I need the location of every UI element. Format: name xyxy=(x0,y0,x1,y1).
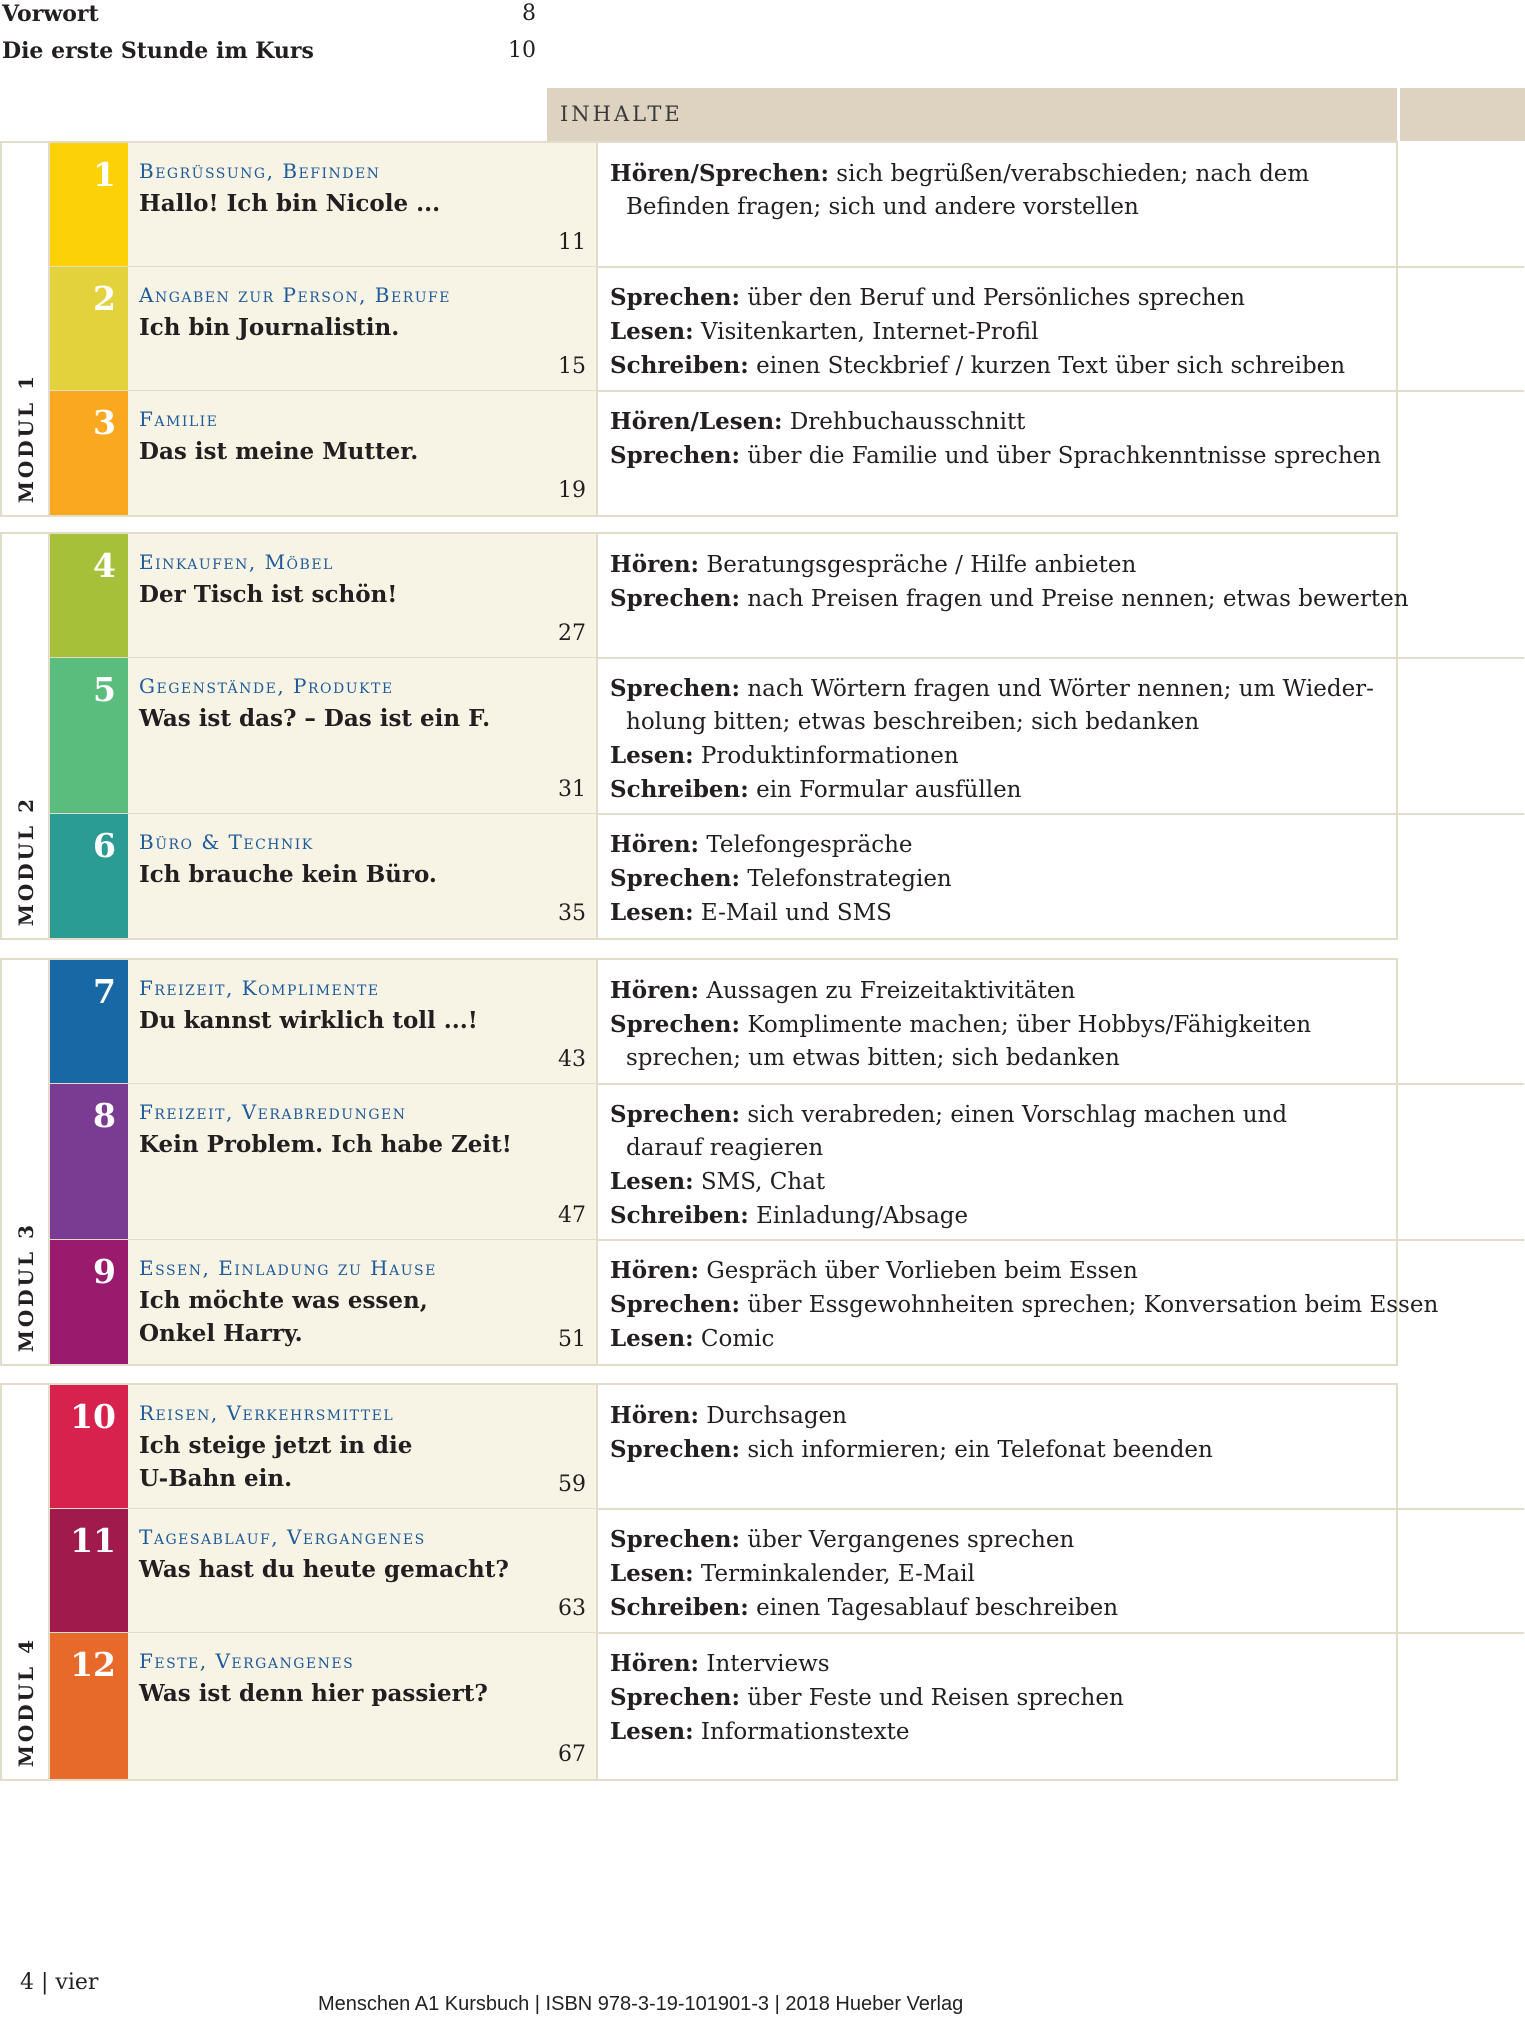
lesson-number: 10 xyxy=(70,1397,116,1436)
skill-text: Gespräch über Vorlieben beim Essen xyxy=(706,1258,1138,1284)
lesson-content xyxy=(610,548,1440,616)
content-line xyxy=(610,1288,1440,1322)
content-line xyxy=(610,439,1440,473)
lesson-title-cell xyxy=(128,391,596,515)
lesson-number: 5 xyxy=(93,670,116,709)
lesson-content xyxy=(610,281,1440,383)
skill-label: Schreiben: xyxy=(610,352,749,379)
skill-text: über Feste und Reisen sprechen xyxy=(747,1685,1124,1711)
content-line xyxy=(610,1132,1440,1165)
lesson-title: Ich möchte was essen, Onkel Harry. xyxy=(139,1287,428,1347)
skill-label: Lesen: xyxy=(610,318,694,345)
content-line xyxy=(610,773,1440,807)
lesson-title-cell xyxy=(128,534,596,658)
lesson-page: 51 xyxy=(558,1327,586,1352)
lesson-content xyxy=(610,672,1440,807)
skill-text: nach Wörtern fragen und Wörter nennen; um Wieder- xyxy=(747,676,1374,702)
lesson-row xyxy=(50,1633,1396,1779)
content-line xyxy=(610,1681,1440,1715)
skill-label: Sprechen: xyxy=(610,1291,741,1318)
lesson-page: 43 xyxy=(558,1047,586,1072)
content-line xyxy=(610,1042,1440,1075)
cell-divider xyxy=(596,143,598,267)
module-block xyxy=(0,958,1525,1366)
lesson-title-cell xyxy=(128,960,596,1084)
skill-label: Sprechen: xyxy=(610,1101,741,1128)
module-label: MODUL 4 xyxy=(14,1636,38,1767)
skill-text: Informationstexte xyxy=(700,1719,910,1745)
content-line xyxy=(610,739,1440,773)
lesson-title-cell xyxy=(128,1084,596,1240)
skill-label: Lesen: xyxy=(610,1718,694,1745)
skill-label: Hören/Lesen: xyxy=(610,408,783,435)
lesson-title: Der Tisch ist schön! xyxy=(139,581,398,608)
content-line xyxy=(610,1008,1440,1042)
lesson-title-cell xyxy=(128,267,596,391)
lesson-topic: Gegenstände, Produkte xyxy=(139,674,394,698)
lesson-topic: Angaben zur Person, Berufe xyxy=(139,283,451,307)
lesson-topic: Freizeit, Komplimente xyxy=(139,976,380,1000)
lesson-page: 47 xyxy=(558,1203,586,1228)
lesson-title: Was ist denn hier passiert? xyxy=(139,1680,488,1707)
lesson-title: Das ist meine Mutter. xyxy=(139,438,419,465)
skill-text: über den Beruf und Persönliches sprechen xyxy=(747,285,1245,311)
skill-text: Telefonstrategien xyxy=(747,866,952,892)
skill-label: Sprechen: xyxy=(610,675,741,702)
lesson-row xyxy=(50,391,1396,515)
skill-label: Lesen: xyxy=(610,1325,694,1352)
skill-label: Hören: xyxy=(610,831,700,858)
module-side xyxy=(2,1385,48,1779)
lesson-page: 15 xyxy=(558,354,586,379)
skill-text: holung bitten; etwas beschreiben; sich bedanken xyxy=(626,709,1200,735)
lesson-title-cell xyxy=(128,1240,596,1364)
lesson-number: 6 xyxy=(93,826,116,865)
skill-label: Hören/Sprechen: xyxy=(610,160,829,187)
lesson-row xyxy=(50,658,1396,814)
cell-divider xyxy=(596,1385,598,1509)
cell-divider xyxy=(596,391,598,515)
lesson-page: 27 xyxy=(558,621,586,646)
footer-credit: Menschen A1 Kursbuch | ISBN 978-3-19-101901-3 | 2018 Hueber Verlag xyxy=(318,1993,964,2015)
lesson-row xyxy=(50,1509,1396,1633)
content-line xyxy=(610,1322,1440,1356)
skill-text: über Essgewohnheiten sprechen; Konversation beim Essen xyxy=(747,1292,1439,1318)
module-side xyxy=(2,143,48,515)
module-block xyxy=(0,141,1525,517)
content-line xyxy=(610,974,1440,1008)
skill-text: Komplimente machen; über Hobbys/Fähigkeiten xyxy=(747,1012,1312,1038)
cell-divider xyxy=(596,1240,598,1364)
header-label: INHALTE xyxy=(560,102,683,126)
lesson-title: Ich bin Journalistin. xyxy=(139,314,400,341)
lesson-row xyxy=(50,1240,1439,1364)
cell-divider xyxy=(596,814,598,938)
prelim-erste-stunde xyxy=(2,37,536,65)
content-line xyxy=(610,1557,1440,1591)
skill-text: Einladung/Absage xyxy=(756,1203,969,1229)
lesson-title-cell xyxy=(128,143,596,267)
skill-label: Hören: xyxy=(610,1402,700,1429)
skill-text: sprechen; um etwas bitten; sich bedanken xyxy=(626,1045,1120,1071)
module-label: MODUL 2 xyxy=(14,795,38,926)
lesson-page: 35 xyxy=(558,901,586,926)
lesson-title: Ich brauche kein Büro. xyxy=(139,861,437,888)
module-block xyxy=(0,1383,1525,1781)
lesson-topic: Essen, Einladung zu Hause xyxy=(139,1256,437,1280)
skill-label: Sprechen: xyxy=(610,284,741,311)
skill-text: über Vergangenes sprechen xyxy=(747,1527,1075,1553)
lesson-row xyxy=(50,143,1396,267)
skill-label: Sprechen: xyxy=(610,1526,741,1553)
content-line xyxy=(610,157,1440,191)
lesson-number: 2 xyxy=(93,279,116,318)
skill-label: Sprechen: xyxy=(610,442,741,469)
lesson-page: 11 xyxy=(558,230,586,255)
skill-text: Beratungsgespräche / Hilfe anbieten xyxy=(706,552,1137,578)
content-line xyxy=(610,672,1440,706)
content-line xyxy=(610,1591,1440,1625)
skill-label: Sprechen: xyxy=(610,1436,741,1463)
skill-text: Terminkalender, E-Mail xyxy=(700,1561,975,1587)
skill-text: sich informieren; ein Telefonat beenden xyxy=(747,1437,1213,1463)
lesson-title: Was hast du heute gemacht? xyxy=(139,1556,509,1583)
skill-text: darauf reagieren xyxy=(626,1135,824,1161)
content-line xyxy=(610,1165,1440,1199)
lesson-content xyxy=(610,157,1440,224)
skill-label: Lesen: xyxy=(610,1168,694,1195)
content-line xyxy=(610,1399,1440,1433)
content-line xyxy=(610,281,1440,315)
lesson-row xyxy=(50,1084,1396,1240)
content-line xyxy=(610,1433,1440,1467)
lesson-content xyxy=(610,405,1440,473)
content-line xyxy=(610,1523,1440,1557)
skill-text: sich begrüßen/verabschieden; nach dem xyxy=(836,161,1310,187)
content-line xyxy=(610,1098,1440,1132)
lesson-number: 7 xyxy=(93,972,116,1011)
skill-label: Schreiben: xyxy=(610,776,749,803)
lesson-number: 3 xyxy=(93,403,116,442)
lesson-topic: Feste, Vergangenes xyxy=(139,1649,355,1673)
skill-text: Telefongespräche xyxy=(706,832,913,858)
lesson-content xyxy=(610,1098,1440,1233)
lesson-content xyxy=(610,1399,1440,1467)
lesson-topic: Einkaufen, Möbel xyxy=(139,550,334,574)
cell-divider xyxy=(596,1509,598,1633)
lesson-content xyxy=(610,1254,1440,1356)
content-line xyxy=(610,582,1440,616)
prelim-label: Die erste Stunde im Kurs xyxy=(2,38,314,64)
skill-label: Hören: xyxy=(610,1257,700,1284)
skill-text: nach Preisen fragen und Preise nennen; etwas bewerten xyxy=(747,586,1409,612)
header-band-right xyxy=(1400,88,1525,141)
lesson-title: Hallo! Ich bin Nicole ... xyxy=(139,190,441,217)
cell-divider xyxy=(596,658,598,814)
skill-text: Befinden fragen; sich und andere vorstellen xyxy=(626,194,1139,220)
lesson-content xyxy=(610,974,1440,1075)
lesson-topic: Büro & Technik xyxy=(139,830,314,854)
lesson-title-cell xyxy=(128,1633,596,1779)
skill-label: Sprechen: xyxy=(610,1011,741,1038)
skill-text: E-Mail und SMS xyxy=(700,900,892,926)
lesson-number: 8 xyxy=(93,1096,116,1135)
skill-label: Sprechen: xyxy=(610,1684,741,1711)
content-line xyxy=(610,349,1440,383)
lesson-topic: Familie xyxy=(139,407,219,431)
lesson-number: 9 xyxy=(93,1252,116,1291)
module-block xyxy=(0,532,1525,940)
skill-label: Hören: xyxy=(610,551,700,578)
skill-text: Produktinformationen xyxy=(700,743,959,769)
skill-label: Schreiben: xyxy=(610,1202,749,1229)
cell-divider xyxy=(596,534,598,658)
lesson-row xyxy=(50,814,1396,938)
lesson-page: 67 xyxy=(558,1742,586,1767)
lesson-title-cell xyxy=(128,1509,596,1633)
content-line xyxy=(610,1647,1440,1681)
content-line xyxy=(610,1715,1440,1749)
lesson-topic: Begrüssung, Befinden xyxy=(139,159,381,183)
lesson-topic: Tagesablauf, Vergangenes xyxy=(139,1525,426,1549)
lesson-row xyxy=(50,1385,1396,1509)
prelim-page: 10 xyxy=(508,38,536,63)
lesson-topic: Freizeit, Verabredungen xyxy=(139,1100,407,1124)
lesson-content xyxy=(610,1523,1440,1625)
lesson-content xyxy=(610,1647,1440,1749)
prelim-vorwort xyxy=(2,0,536,28)
skill-text: Interviews xyxy=(706,1651,830,1677)
lesson-number: 1 xyxy=(93,155,116,194)
lesson-row xyxy=(50,960,1396,1084)
skill-label: Lesen: xyxy=(610,742,694,769)
skill-label: Sprechen: xyxy=(610,865,741,892)
skill-text: einen Tagesablauf beschreiben xyxy=(756,1595,1119,1621)
skill-text: einen Steckbrief / kurzen Text über sich schreiben xyxy=(756,353,1346,379)
module-label: MODUL 1 xyxy=(14,372,38,503)
content-line xyxy=(610,405,1440,439)
content-line xyxy=(610,315,1440,349)
lesson-title-cell xyxy=(128,658,596,814)
lesson-row xyxy=(50,267,1396,391)
lesson-page: 63 xyxy=(558,1596,586,1621)
skill-text: SMS, Chat xyxy=(700,1169,826,1195)
module-side xyxy=(2,960,48,1364)
lesson-row xyxy=(50,534,1409,658)
content-line xyxy=(610,896,1440,930)
lesson-number: 11 xyxy=(70,1521,116,1560)
lesson-topic: Reisen, Verkehrsmittel xyxy=(139,1401,395,1425)
lesson-title-cell xyxy=(128,1385,596,1509)
skill-text: ein Formular ausfüllen xyxy=(756,777,1022,803)
lesson-title: Ich steige jetzt in die U-Bahn ein. xyxy=(139,1432,413,1492)
cell-divider xyxy=(596,1084,598,1240)
content-line xyxy=(610,1199,1440,1233)
lesson-title-cell xyxy=(128,814,596,938)
skill-label: Hören: xyxy=(610,977,700,1004)
module-label: MODUL 3 xyxy=(14,1221,38,1352)
content-line xyxy=(610,828,1440,862)
lesson-content xyxy=(610,828,1440,930)
lesson-number: 12 xyxy=(70,1645,116,1684)
lesson-title: Du kannst wirklich toll ...! xyxy=(139,1007,478,1034)
cell-divider xyxy=(596,267,598,391)
skill-text: Drehbuchausschnitt xyxy=(789,409,1026,435)
prelim-label: Vorwort xyxy=(2,1,99,27)
prelim-page: 8 xyxy=(522,1,536,26)
content-line xyxy=(610,191,1440,224)
skill-label: Lesen: xyxy=(610,1560,694,1587)
skill-text: Aussagen zu Freizeitaktivitäten xyxy=(706,978,1076,1004)
content-line xyxy=(610,548,1440,582)
skill-text: Durchsagen xyxy=(706,1403,847,1429)
content-line xyxy=(610,706,1440,739)
module-side xyxy=(2,534,48,938)
skill-text: sich verabreden; einen Vorschlag machen und xyxy=(747,1102,1288,1128)
content-line xyxy=(610,862,1440,896)
cell-divider xyxy=(596,1633,598,1779)
cell-divider xyxy=(596,960,598,1084)
page-number: 4 | vier xyxy=(20,1970,99,1995)
lesson-page: 59 xyxy=(558,1472,586,1497)
content-line xyxy=(610,1254,1440,1288)
skill-label: Sprechen: xyxy=(610,585,741,612)
skill-label: Hören: xyxy=(610,1650,700,1677)
lesson-title: Kein Problem. Ich habe Zeit! xyxy=(139,1131,512,1158)
skill-text: Visitenkarten, Internet-Profil xyxy=(700,319,1039,345)
lesson-page: 31 xyxy=(558,777,586,802)
lesson-page: 19 xyxy=(558,478,586,503)
skill-label: Schreiben: xyxy=(610,1594,749,1621)
skill-label: Lesen: xyxy=(610,899,694,926)
lesson-number: 4 xyxy=(93,546,116,585)
skill-text: Comic xyxy=(700,1326,775,1352)
skill-text: über die Familie und über Sprachkenntnisse sprechen xyxy=(747,443,1382,469)
lesson-title: Was ist das? – Das ist ein F. xyxy=(139,705,491,732)
